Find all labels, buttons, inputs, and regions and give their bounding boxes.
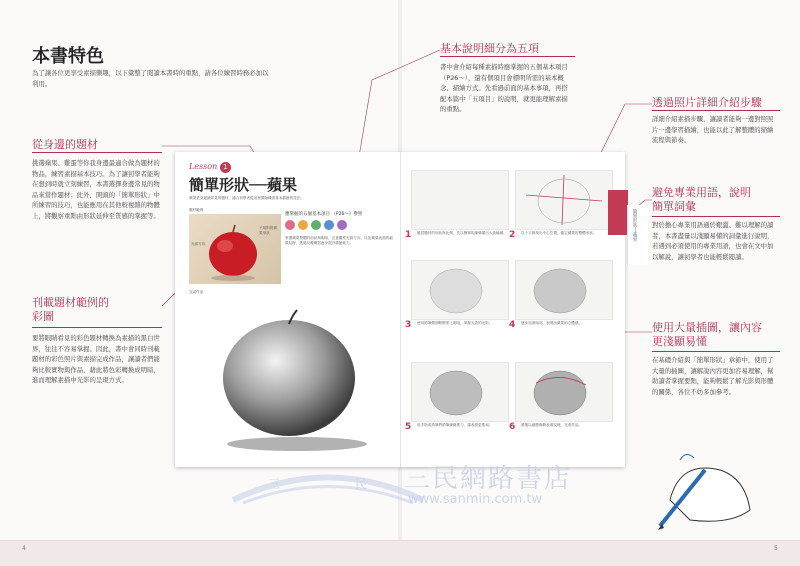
- step6-sketch: [516, 363, 612, 421]
- sample-spread: [175, 152, 625, 467]
- item-icon-2: [298, 220, 308, 230]
- step-cell-2: [515, 170, 613, 230]
- lesson-text: Lesson: [189, 162, 218, 171]
- step-caption-5: 用手指或紙筆將鉛筆線條推勻，讓表面更柔和。: [417, 423, 493, 427]
- photo-label: 題材範例: [189, 208, 204, 212]
- five-items-title: 應掌握的五個基本項目: [285, 212, 330, 217]
- step-number-5: 5: [405, 422, 412, 432]
- callout-photos-heading: 透過照片詳細介紹步驟: [652, 96, 762, 109]
- step4-sketch: [516, 261, 612, 319]
- apple-photo: [189, 214, 281, 284]
- step3-sketch: [412, 261, 508, 319]
- item-icon-3: [311, 220, 321, 230]
- callout-terms-body: 對於擔心專業用語過於艱澀、難以理解的讀者，本書盡量以淺顯易懂的詞彙進行說明，若遇到必須使用的專業用語，也會在文中加以解說，讓初學者也能輕鬆閱讀。: [652, 221, 774, 261]
- callout-illustrations-rule: [652, 351, 780, 352]
- right-page-number: 5: [774, 545, 778, 552]
- item-icon-1: [285, 220, 295, 230]
- step-number-6: 6: [509, 422, 516, 432]
- step-number-4: 4: [509, 320, 516, 330]
- watermark-logo-char-2: 民: [355, 477, 368, 491]
- step-cell-3: [411, 260, 509, 320]
- chapter-tab-marker: [608, 190, 628, 235]
- step-cell-4: [515, 260, 613, 320]
- callout-items-heading: 基本說明細分為五項: [440, 42, 539, 55]
- callout-terms-rule: [652, 216, 780, 217]
- step-cell-6: [515, 362, 613, 422]
- watermark-logo-char-1: 三: [268, 477, 281, 491]
- step-number-2: 2: [509, 230, 516, 240]
- apple-photo-image: [189, 214, 281, 284]
- callout-terms-heading: 避免專業用語，說明簡單詞彙: [652, 186, 751, 213]
- step2-cross-lines: [516, 171, 612, 229]
- step-caption-6: 最後以細節修飾表面紋理，完成作品。: [521, 423, 583, 427]
- step-caption-4: 逐步加深暗部，表現出蘋果的立體感。: [521, 321, 583, 325]
- watermark-brand: 三民網路書店: [404, 464, 573, 494]
- callout-photos-rule: [652, 110, 780, 111]
- page-title: 本書特色: [32, 46, 104, 67]
- callout-items-body: 書中會介紹每種素描時應掌握的五個基本項目（P26～），還有個項目會標明所需的基本概念、描繪方式。先看過前面的基本事項，再搭配本篇中「五項目」的說明，就更能理解素描的重點。: [440, 63, 568, 113]
- lesson-number: 1: [220, 162, 231, 173]
- step5-sketch: [412, 363, 508, 421]
- apple-sketch: [189, 296, 389, 456]
- callout-examples-heading: 刊載題材範例的彩圖: [32, 296, 109, 323]
- five-items-label: [285, 212, 362, 217]
- callout-examples-body: 要將眼睛看見的彩色題材轉換為素描的黑白世界，往往不容易掌握。因此，書中會同時刊載題材的彩色照片與素描完成作品，讓讀者們能夠比較實物與作品，藉此將色彩轉換成明暗，進而理解素描中光影的呈現方式。: [32, 334, 160, 384]
- five-item-icons: [285, 220, 395, 232]
- callout-subject-heading: 從身邊的題材: [32, 138, 98, 151]
- step-caption-1: 確認題材的形狀與比例，先以簡單的線條描出大致輪廓。: [417, 231, 507, 235]
- callout-illustrations-heading: 使用大量插圖，讓內容更淺顯易懂: [652, 321, 762, 348]
- step-caption-2: 以十字線找出中心位置，確定蘋果的整體形狀。: [521, 231, 597, 235]
- intro-text: 為了讓各位更享受素描樂趣，以下彙整了閱讀本書時的重點，請各位練習時務必加以利用。: [32, 69, 269, 88]
- left-page-number: 4: [22, 545, 26, 552]
- step-number-3: 3: [405, 320, 412, 330]
- five-items-sub: （P26～）參照: [331, 212, 363, 217]
- item-icon-5: [337, 220, 347, 230]
- finished-label: 完成作品: [189, 290, 204, 294]
- callout-items-rule: [440, 56, 575, 57]
- lesson-label: [189, 162, 231, 173]
- step-cell-5: [411, 362, 509, 422]
- chapter-tab-text: 簡單形狀──蘋果: [632, 209, 637, 242]
- watermark-logo: [228, 465, 428, 505]
- callout-illustrations-body: 在基礎介紹與「簡單形狀」章節中，使用了大量的插圖，讓解說內容更加容易理解，幫助讀者掌握要點，能夠輕鬆了解光影與形體的關係，各位不妨多加參考。: [652, 356, 774, 396]
- callout-photos-body: 詳細介紹素描步驟，讓讀者能夠一邊對照照片一邊學習描繪，也能以此了解整體的描繪流程與節奏。: [652, 115, 774, 144]
- step-caption-3: 使用鉛筆側面輕輕塗上明暗，掌握大致的光影。: [417, 321, 493, 325]
- callout-subject-rule: [32, 152, 162, 153]
- lesson-body: 掌握蘋果整體的形狀與明暗，注意觀察光源方向，以及蘋果表面的細微紋理，透過反覆練習逐步提升描繪能力。: [285, 236, 393, 245]
- lesson-subtitle: 蘋果是身邊最常見的題材，適合初學者從這裡開始練習基本描繪的技法。: [189, 196, 304, 200]
- hand-illustration: [650, 440, 760, 530]
- photo-note-b: 不規則的蘋果形狀: [259, 226, 277, 235]
- step-number-1: 1: [405, 230, 412, 240]
- lesson-title: 簡單形狀──蘋果: [189, 176, 298, 194]
- step-cell-1: [411, 170, 509, 230]
- footer-strip: [0, 540, 800, 566]
- item-icon-4: [324, 220, 334, 230]
- watermark-url: www.sanmin.com.tw: [408, 492, 543, 507]
- chapter-tab: [627, 205, 648, 265]
- callout-examples-rule: [32, 327, 162, 328]
- photo-note-a: 光源方向: [191, 242, 206, 246]
- callout-subject-body: 挑選蘋果、雞蛋等你我身邊最適合做為題材的物品，練習素描基本技巧。為了讓初學者能夠在想到時就立刻練習，本書選擇身邊常見的物品來當作題材；此外，開頭的「簡單形狀」中所練習的技巧，也能應用在其他較複雜的物體上，將觀察重點由形狀延伸至質感的掌握等。: [32, 159, 160, 220]
- spread-gutter: [400, 152, 401, 467]
